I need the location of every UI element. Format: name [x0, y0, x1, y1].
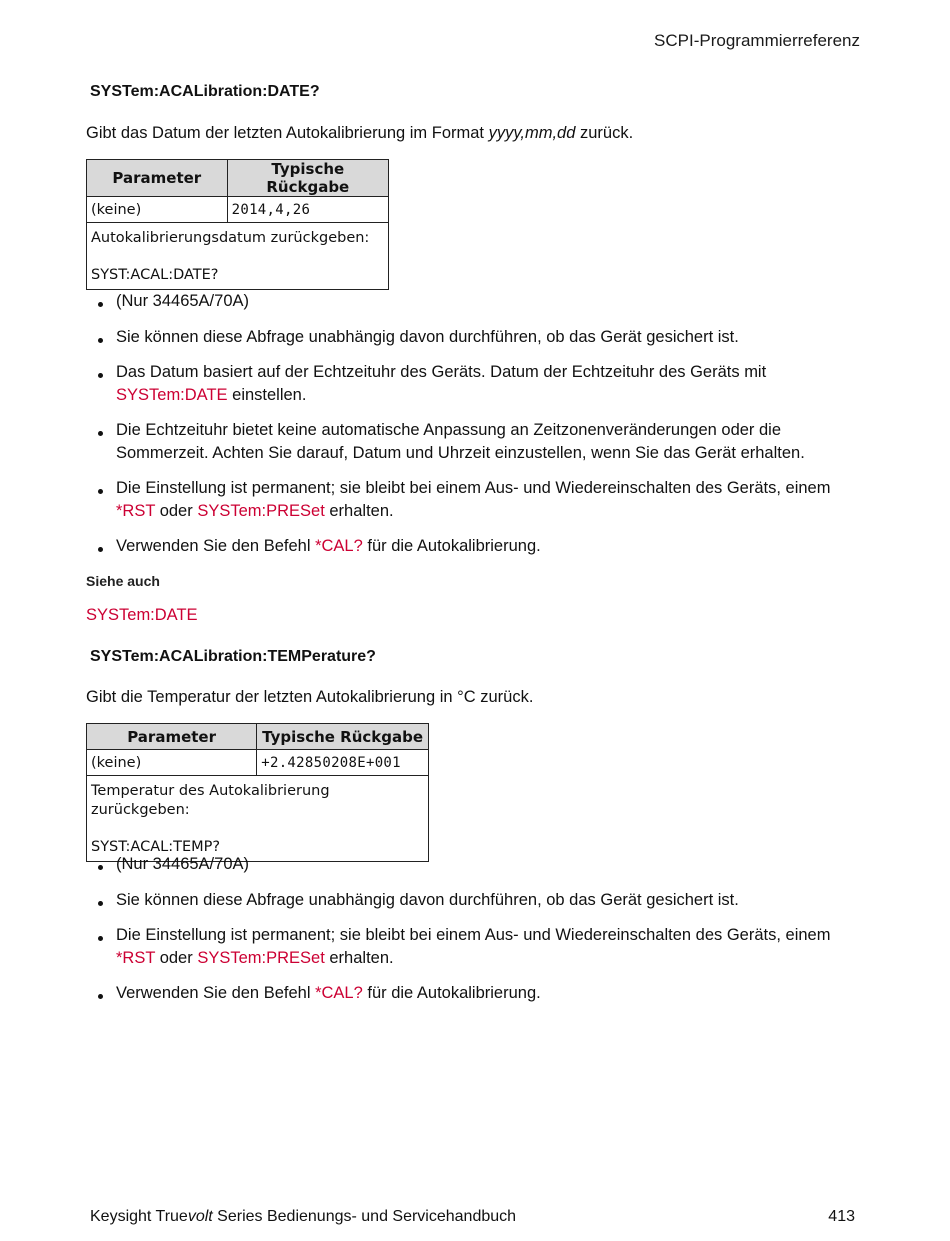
list-item: Die Einstellung ist permanent; sie bleibt bei einem Aus- und Wiedereinschalten des Geräts, einem *RST oder SYSTem:PRESet erhalten.	[96, 477, 836, 522]
example-command: SYST:ACAL:TEMP?	[91, 839, 221, 855]
link-system-date[interactable]: SYSTem:DATE	[116, 385, 228, 404]
list-item: Verwenden Sie den Befehl *CAL? für die Autokalibrierung.	[96, 535, 836, 558]
link-system-preset[interactable]: SYSTem:PRESet	[197, 948, 325, 967]
notes-list-acal-date	[96, 290, 836, 571]
table-cell-parameter: (keine)	[87, 197, 228, 223]
see-also-heading: Siehe auch	[86, 573, 160, 589]
example-description: Temperatur des Autokalibrierung zurückgeben:	[91, 783, 330, 818]
link-cal-query[interactable]: *CAL?	[315, 984, 363, 1002]
table-header-typical-return: Typische Rückgabe	[227, 160, 388, 197]
example-command: SYST:ACAL:DATE?	[91, 267, 219, 283]
footer-manual-title: Keysight Truevolt Series Bedienungs- und Servicehandbuch	[90, 1208, 517, 1225]
section-description-acal-temperature: Gibt die Temperatur der letzten Autokalibrierung in °C zurück.	[86, 688, 534, 706]
table-cell-return: +2.42850208E+001	[257, 750, 429, 776]
parameter-table-acal-date	[86, 159, 389, 290]
list-item: Die Einstellung ist permanent; sie bleibt bei einem Aus- und Wiedereinschalten des Geräts, einem *RST oder SYSTem:PRESet erhalten.	[96, 924, 836, 969]
list-item: Verwenden Sie den Befehl *CAL? für die Autokalibrierung.	[96, 982, 836, 1005]
section-heading-acal-date: SYSTem:ACALibration:DATE?	[90, 83, 320, 100]
notes-list-acal-temperature	[96, 853, 836, 1018]
date-format-text: yyyy,mm,dd	[488, 124, 576, 142]
page-number: 413	[828, 1208, 855, 1225]
table-example-cell	[87, 223, 389, 290]
link-rst[interactable]: *RST	[116, 948, 156, 967]
section-description-acal-date: Gibt das Datum der letzten Autokalibrierung im Format yyyy,mm,dd zurück.	[86, 124, 634, 142]
table-header-typical-return: Typische Rückgabe	[257, 724, 429, 750]
table-example-cell	[87, 776, 429, 862]
list-item: Sie können diese Abfrage unabhängig davon durchführen, ob das Gerät gesichert ist.	[96, 326, 836, 349]
table-header-parameter: Parameter	[87, 724, 257, 750]
section-heading-acal-temperature: SYSTem:ACALibration:TEMPerature?	[90, 648, 376, 665]
parameter-table-acal-temperature	[86, 723, 429, 862]
example-description: Autokalibrierungsdatum zurückgeben:	[91, 230, 370, 246]
list-item: (Nur 34465A/70A)	[96, 290, 836, 313]
see-also-link-system-date[interactable]: SYSTem:DATE	[86, 606, 198, 624]
link-rst[interactable]: *RST	[116, 501, 156, 520]
link-cal-query[interactable]: *CAL?	[315, 537, 363, 555]
table-cell-parameter: (keine)	[87, 750, 257, 776]
table-header-parameter: Parameter	[87, 160, 228, 197]
list-item: Sie können diese Abfrage unabhängig davon durchführen, ob das Gerät gesichert ist.	[96, 889, 836, 912]
link-system-preset[interactable]: SYSTem:PRESet	[197, 501, 325, 520]
table-cell-return: 2014,4,26	[227, 197, 388, 223]
list-item: Die Echtzeituhr bietet keine automatische Anpassung an Zeitzonenveränderungen oder die Sommerzeit. Achten Sie darauf, Datum und Uhrzeit einzustellen, wenn Sie das Gerät erhalten.	[96, 419, 836, 464]
list-item: Das Datum basiert auf der Echtzeituhr des Geräts. Datum der Echtzeituhr des Geräts mit SYSTem:DATE einstellen.	[96, 361, 836, 406]
running-header-title: SCPI-Programmierreferenz	[654, 31, 860, 50]
list-item: (Nur 34465A/70A)	[96, 853, 836, 876]
